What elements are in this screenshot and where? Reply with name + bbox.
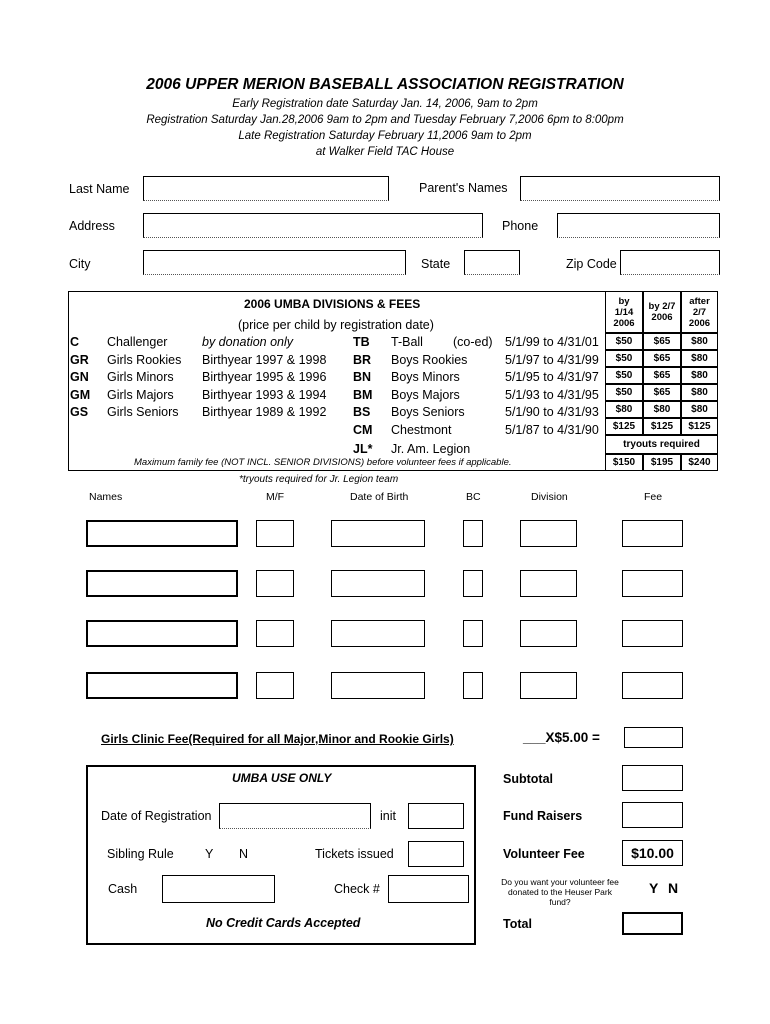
dob-header: Date of Birth [350, 491, 409, 503]
location-line: at Walker Field TAC House [315, 146, 455, 158]
division-header: Division [531, 491, 568, 503]
check-number-label: Check # [334, 882, 380, 896]
boys-division-code: BM [353, 387, 373, 402]
division-fee: $50 [605, 350, 643, 367]
tickets-issued-field[interactable] [408, 841, 464, 867]
boys-division-dates: 5/1/90 to 4/31/93 [505, 405, 599, 419]
clinic-multiplier: ___X$5.00 = [523, 730, 600, 745]
player-division-field[interactable] [520, 570, 577, 597]
player-dob-field[interactable] [331, 672, 425, 699]
phone-label: Phone [502, 219, 539, 233]
player-mf-field[interactable] [256, 672, 294, 699]
player-bc-field[interactable] [463, 570, 483, 597]
address-label: Address [69, 219, 115, 233]
date-of-registration-field[interactable] [219, 803, 371, 829]
boys-division-code: BR [353, 352, 372, 367]
girls-division-name: Girls Seniors [107, 405, 179, 419]
boys-division-dates: 5/1/99 to 4/31/01 [505, 335, 599, 349]
boys-division-code: JL* [353, 442, 373, 456]
city-label: City [69, 257, 91, 271]
player-name-field[interactable] [86, 570, 238, 597]
girls-division-name: Girls Minors [107, 370, 174, 384]
boys-division-dates: 5/1/87 to 4/31/90 [505, 422, 599, 437]
max-fee-note: Maximum family fee (NOT INCL. SENIOR DIVISIONS) before volunteer fees if applicable. [134, 457, 512, 468]
player-mf-field[interactable] [256, 570, 294, 597]
girls-division-birthyear: Birthyear 1997 & 1998 [202, 352, 327, 367]
early-registration-line: Early Registration date Saturday Jan. 14, 2006, 9am to 2pm [232, 98, 538, 110]
division-fee: $50 [605, 384, 643, 401]
last-name-label: Last Name [69, 182, 130, 196]
player-bc-field[interactable] [463, 620, 483, 647]
division-fee: $65 [643, 350, 681, 367]
tryout-note: *tryouts required for Jr. Legion team [239, 474, 399, 485]
total-field[interactable] [622, 912, 683, 935]
girls-division-birthyear: Birthyear 1993 & 1994 [202, 387, 327, 402]
tryouts-required: tryouts required [605, 435, 718, 454]
division-fee: $80 [681, 350, 718, 367]
max-fee-by-0114: $150 [605, 454, 643, 471]
player-fee-field[interactable] [622, 570, 683, 597]
fee-header-after-0207: after 2/7 2006 [681, 291, 718, 333]
division-fee: $65 [643, 384, 681, 401]
sibling-rule-no[interactable]: N [239, 847, 249, 861]
tickets-issued-label: Tickets issued [315, 847, 394, 861]
cash-field[interactable] [162, 875, 275, 903]
parents-names-field[interactable] [520, 176, 720, 201]
girls-division-code: GR [70, 352, 89, 367]
max-fee-after-0207: $240 [681, 454, 718, 471]
cash-label: Cash [108, 882, 138, 896]
boys-division-dates: 5/1/93 to 4/31/95 [505, 387, 599, 402]
city-field[interactable] [143, 250, 406, 275]
phone-field[interactable] [557, 213, 720, 238]
donate-question-line-2: donated to the Heuser Park fund? [508, 887, 612, 907]
page-title: 2006 UPPER MERION BASEBALL ASSOCIATION REGISTRATION [146, 76, 624, 93]
sibling-rule-label: Sibling Rule [107, 847, 174, 861]
division-fee: $65 [643, 367, 681, 384]
player-name-field[interactable] [86, 520, 238, 547]
state-label: State [421, 257, 451, 271]
boys-division-name: Chestmont [391, 422, 452, 437]
subtotal-field[interactable] [622, 765, 683, 791]
player-dob-field[interactable] [331, 520, 425, 547]
fee-header-by-0207: by 2/7 2006 [643, 291, 681, 333]
total-label: Total [503, 917, 532, 931]
player-mf-field[interactable] [256, 520, 294, 547]
boys-division-name: Boys Majors [391, 387, 460, 402]
division-fee: $80 [681, 401, 718, 418]
donate-no[interactable]: N [668, 880, 679, 896]
division-fee: $65 [643, 333, 681, 350]
boys-division-name: Boys Minors [391, 370, 460, 384]
init-field[interactable] [408, 803, 464, 829]
check-number-field[interactable] [388, 875, 469, 903]
names-header: Names [89, 491, 123, 503]
bc-header: BC [466, 491, 481, 503]
max-fee-by-0207: $195 [643, 454, 681, 471]
division-fee: $80 [643, 401, 681, 418]
player-bc-field[interactable] [463, 520, 483, 547]
player-name-field[interactable] [86, 672, 238, 699]
date-of-registration-label: Date of Registration [101, 809, 212, 823]
division-fee: $80 [681, 333, 718, 350]
state-field[interactable] [464, 250, 520, 275]
boys-division-code: BN [353, 370, 372, 384]
player-division-field[interactable] [520, 672, 577, 699]
boys-division-name: T-Ball [391, 335, 423, 349]
last-name-field[interactable] [143, 176, 389, 201]
girls-division-code: GM [70, 387, 91, 402]
division-fee: $125 [643, 418, 681, 435]
boys-division-name: Jr. Am. Legion [391, 442, 471, 456]
zip-code-field[interactable] [620, 250, 720, 275]
player-dob-field[interactable] [331, 620, 425, 647]
girls-clinic-fee-label: Girls Clinic Fee(Required for all Major,Minor and Rookie Girls) [101, 732, 454, 746]
address-field[interactable] [143, 213, 483, 238]
division-fee: $125 [605, 418, 643, 435]
donate-yes[interactable]: Y [649, 880, 659, 896]
girls-division-birthyear: Birthyear 1989 & 1992 [202, 405, 327, 419]
boys-division-name: Boys Seniors [391, 405, 465, 419]
girls-division-code: C [70, 335, 80, 349]
volunteer-fee-label: Volunteer Fee [503, 847, 585, 861]
division-fee: $80 [681, 384, 718, 401]
boys-division-code: BS [353, 405, 371, 419]
boys-division-name: Boys Rookies [391, 352, 468, 367]
division-fee: $125 [681, 418, 718, 435]
girls-division-birthyear: by donation only [202, 335, 294, 349]
fund-raisers-label: Fund Raisers [503, 809, 583, 823]
girls-division-birthyear: Birthyear 1995 & 1996 [202, 370, 327, 384]
girls-division-code: GN [70, 370, 89, 384]
volunteer-fee-amount[interactable]: $10.00 [622, 840, 683, 866]
divisions-title: 2006 UMBA DIVISIONS & FEES [244, 297, 421, 311]
player-fee-field[interactable] [622, 520, 683, 547]
girls-division-name: Challenger [107, 335, 168, 349]
zip-code-label: Zip Code [566, 257, 617, 271]
divisions-subtitle: (price per child by registration date) [238, 318, 434, 332]
donate-question-line-1: Do you want your volunteer fee [501, 877, 619, 887]
boys-division-note: (co-ed) [453, 335, 493, 349]
player-name-field[interactable] [86, 620, 238, 647]
clinic-fee-field[interactable] [624, 727, 683, 748]
division-fee: $80 [681, 367, 718, 384]
player-division-field[interactable] [520, 520, 577, 547]
fund-raisers-field[interactable] [622, 802, 683, 828]
registration-line: Registration Saturday Jan.28,2006 9am to 2pm and Tuesday February 7,2006 6pm to 8:00pm [146, 114, 624, 126]
player-dob-field[interactable] [331, 570, 425, 597]
fee-header-by-0114: by 1/14 2006 [605, 291, 643, 333]
no-credit-cards-note: No Credit Cards Accepted [206, 916, 361, 930]
boys-division-dates: 5/1/97 to 4/31/99 [505, 352, 599, 367]
mf-header: M/F [266, 491, 285, 503]
donate-question [498, 877, 622, 907]
init-label: init [380, 809, 396, 823]
parents-names-label: Parent's Names [419, 181, 508, 195]
player-fee-field[interactable] [622, 672, 683, 699]
division-fee: $50 [605, 367, 643, 384]
girls-division-code: GS [70, 405, 89, 419]
late-registration-line: Late Registration Saturday February 11,2006 9am to 2pm [238, 130, 532, 142]
player-division-field[interactable] [520, 620, 577, 647]
subtotal-label: Subtotal [503, 772, 553, 786]
girls-division-name: Girls Majors [107, 387, 174, 402]
fee-header: Fee [644, 491, 663, 503]
sibling-rule-yes[interactable]: Y [205, 847, 214, 861]
girls-division-name: Girls Rookies [107, 352, 182, 367]
boys-division-code: TB [353, 335, 370, 349]
boys-division-code: CM [353, 422, 373, 437]
player-fee-field[interactable] [622, 620, 683, 647]
umba-use-only-title: UMBA USE ONLY [232, 771, 332, 785]
player-mf-field[interactable] [256, 620, 294, 647]
division-fee: $80 [605, 401, 643, 418]
boys-division-dates: 5/1/95 to 4/31/97 [505, 370, 599, 384]
player-bc-field[interactable] [463, 672, 483, 699]
division-fee: $50 [605, 333, 643, 350]
